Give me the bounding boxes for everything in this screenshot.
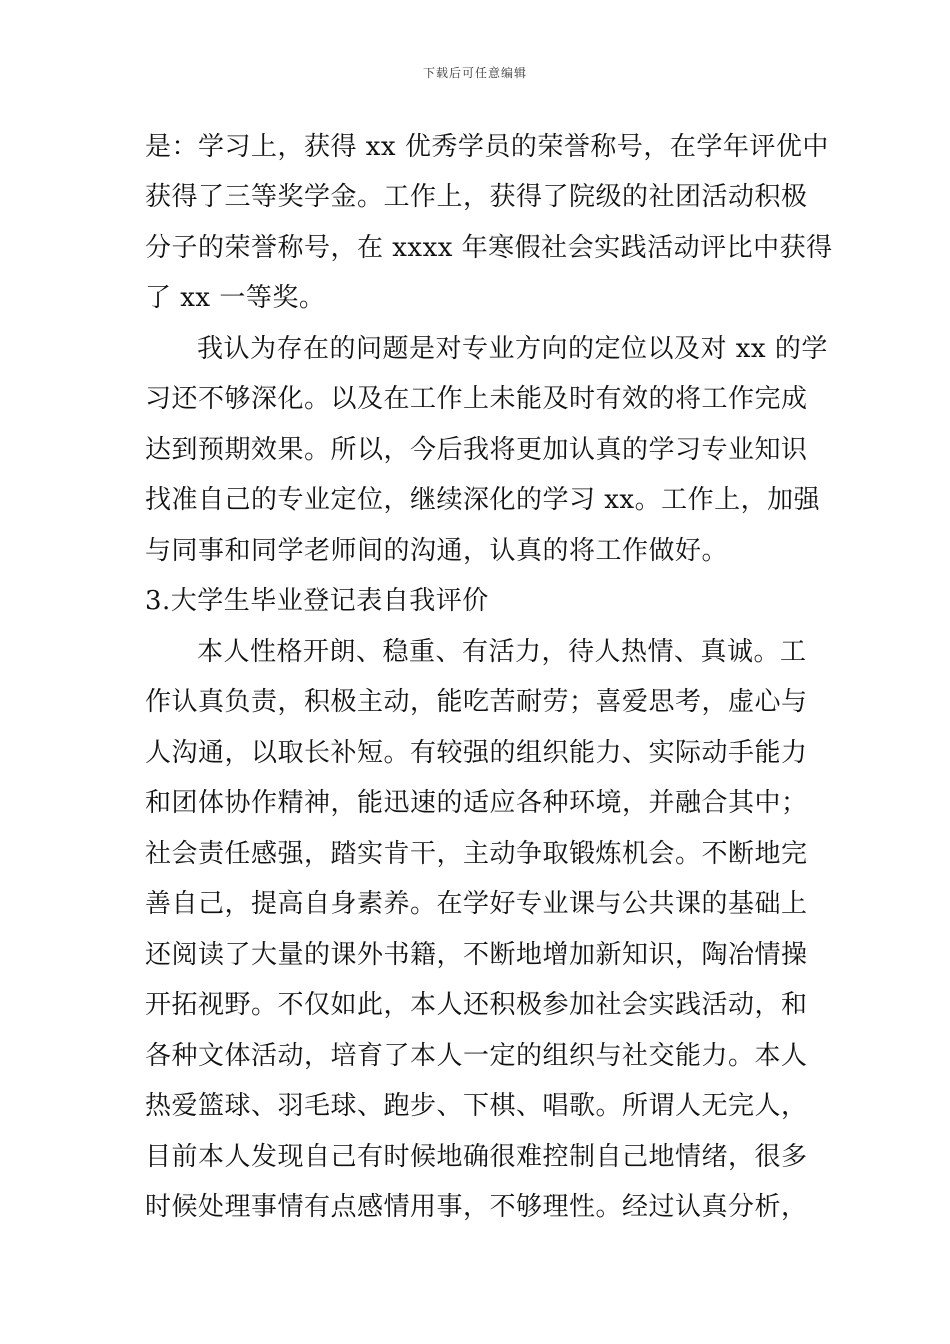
body-line: 了 xx 一等奖。	[145, 283, 326, 313]
body-line: 热爱篮球、羽毛球、跑步、下棋、唱歌。所谓人无完人，	[145, 1091, 808, 1121]
body-line: 和团体协作精神，能迅速的适应各种环境，并融合其中；	[145, 788, 808, 818]
body-line: 时候处理事情有点感情用事，不够理性。经过认真分析，	[145, 1192, 808, 1222]
body-line: 与同事和同学老师间的沟通，认真的将工作做好。	[145, 536, 729, 566]
body-line: 开拓视野。不仅如此，本人还积极参加社会实践活动，和	[145, 990, 808, 1020]
body-line: 社会责任感强，踏实肯干，主动争取锻炼机会。不断地完	[145, 839, 808, 869]
body-line: 善自己，提高自身素养。在学好专业课与公共课的基础上	[145, 889, 808, 919]
body-line: 作认真负责，积极主动，能吃苦耐劳；喜爱思考，虚心与	[145, 687, 808, 717]
body-line: 目前本人发现自己有时候地确很难控制自己地情绪，很多	[145, 1142, 808, 1172]
body-line: 获得了三等奖学金。工作上，获得了院级的社团活动积极	[145, 182, 808, 212]
body-line: 各种文体活动，培育了本人一定的组织与社交能力。本人	[145, 1041, 808, 1071]
body-line: 还阅读了大量的课外书籍，不断地增加新知识，陶冶情操	[145, 940, 808, 970]
body-line: 是：学习上，获得 xx 优秀学员的荣誉称号，在学年评优中	[145, 132, 829, 162]
body-line: 习还不够深化。以及在工作上未能及时有效的将工作完成	[145, 384, 808, 414]
paragraph-first-line: 我认为存在的问题是对专业方向的定位以及对 xx 的学	[197, 334, 828, 364]
body-line: 找准自己的专业定位，继续深化的学习 xx。工作上，加强	[145, 485, 821, 515]
body-line: 分子的荣誉称号，在 xxxx 年寒假社会实践活动评比中获得	[145, 233, 833, 263]
section-heading: 3.大学生毕业登记表自我评价	[145, 586, 489, 616]
body-line: 达到预期效果。所以，今后我将更加认真的学习专业知识	[145, 435, 808, 465]
paragraph-first-line: 本人性格开朗、稳重、有活力，待人热情、真诚。工	[197, 637, 807, 667]
body-line: 人沟通，以取长补短。有较强的组织能力、实际动手能力	[145, 738, 808, 768]
page-header: 下载后可任意编辑	[422, 66, 527, 80]
